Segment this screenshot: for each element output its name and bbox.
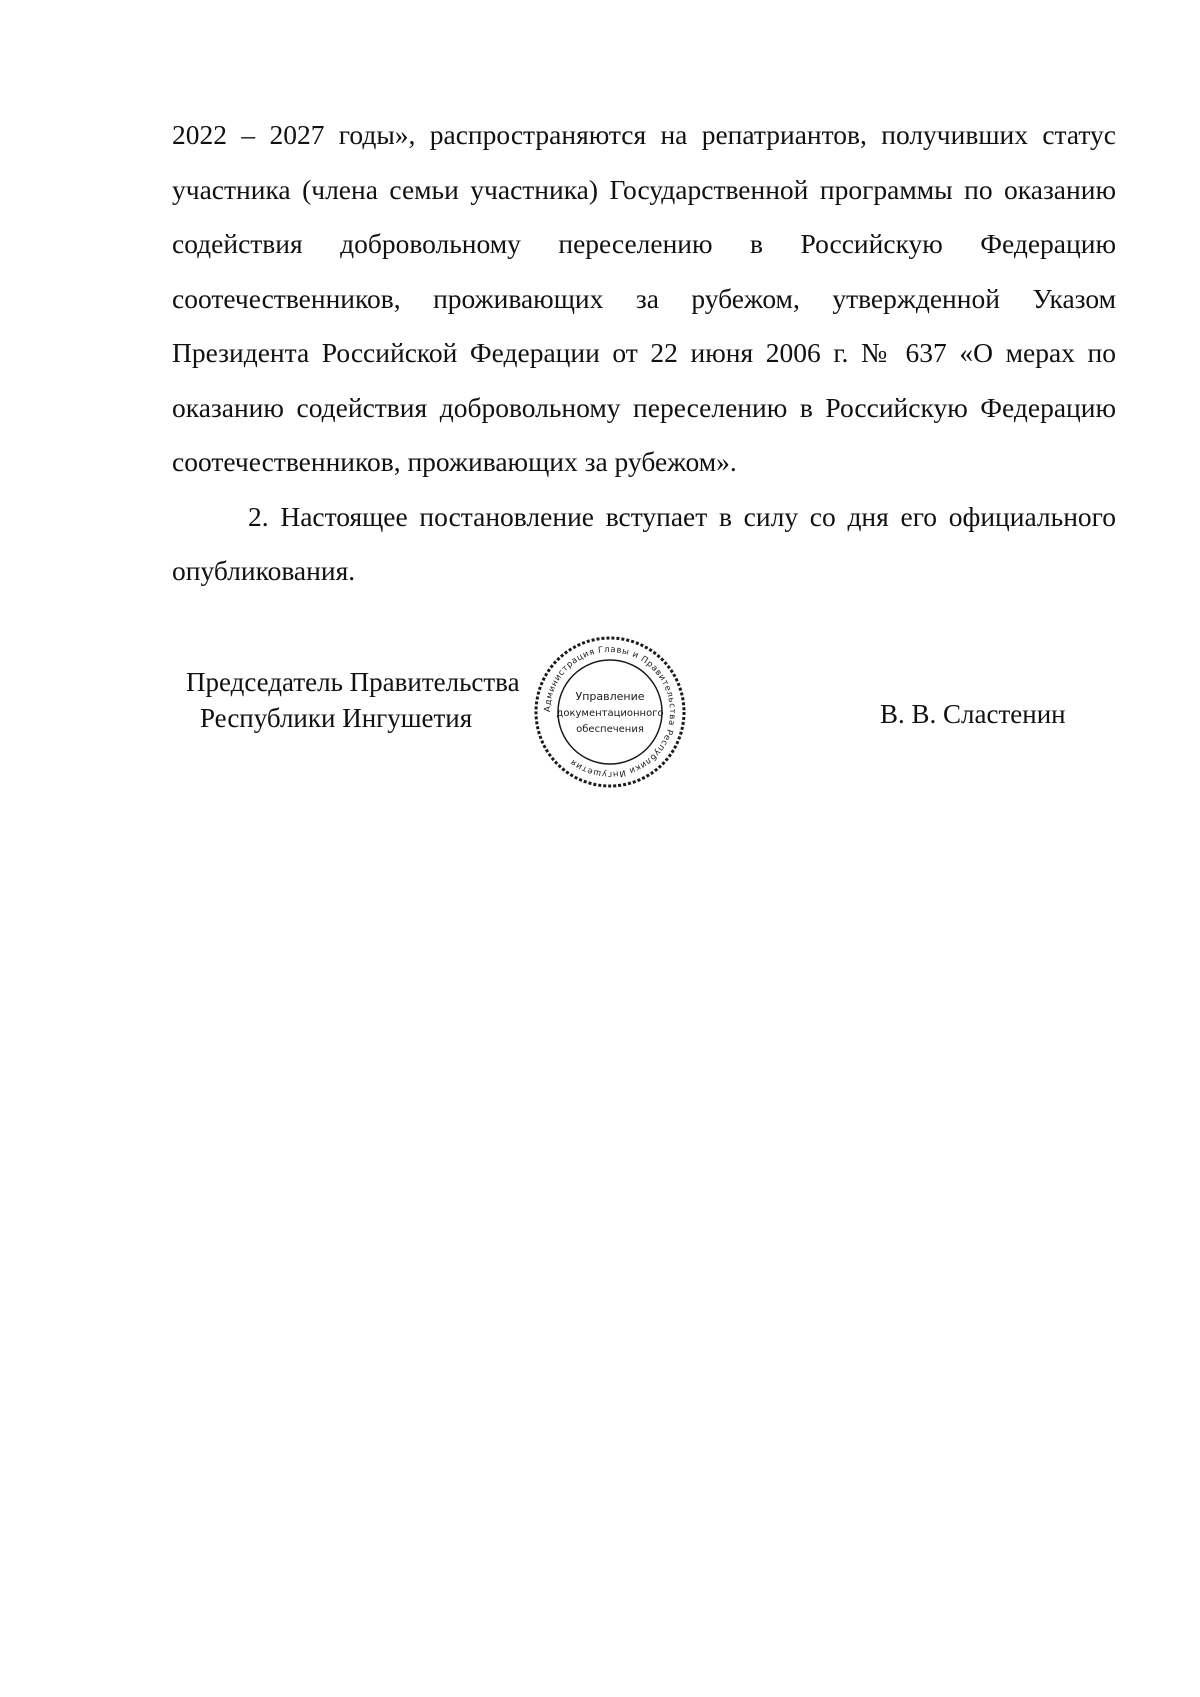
signatory-title-line-2: Республики Ингушетия <box>200 703 473 733</box>
signatory-title <box>186 664 520 736</box>
signatory-name: В. В. Сластенин <box>880 699 1066 729</box>
signatory-title-line-1: Председатель Правительства <box>186 667 520 697</box>
paragraph-2: 2. Настоящее постановление вступает в силу со дня его официального опубликования. <box>172 500 1116 586</box>
seal-center-line-3: обеспечения <box>576 724 644 735</box>
seal-ring-text-path: Администрация Главы и Правительства Республики Ингушетия <box>542 644 678 780</box>
official-seal <box>530 632 690 792</box>
seal-center-line-1: Управление <box>575 690 645 703</box>
seal-center-line-2: документационного <box>556 708 664 719</box>
paragraph-1: 2022 – 2027 годы», распространяются на репатриантов, получивших статус участника (члена семьи участника) Государственной программы по оказанию содействия добровольному переселению в Российскую Федерацию соотечественников, проживающих за рубежом, утвержденной Указом Президента Российской Федерации от 22 июня 2006 г. № 637 «О мерах по оказанию содействия добровольному переселению в Российскую Федерацию соотечественников, проживающих за рубежом». <box>172 119 1116 477</box>
